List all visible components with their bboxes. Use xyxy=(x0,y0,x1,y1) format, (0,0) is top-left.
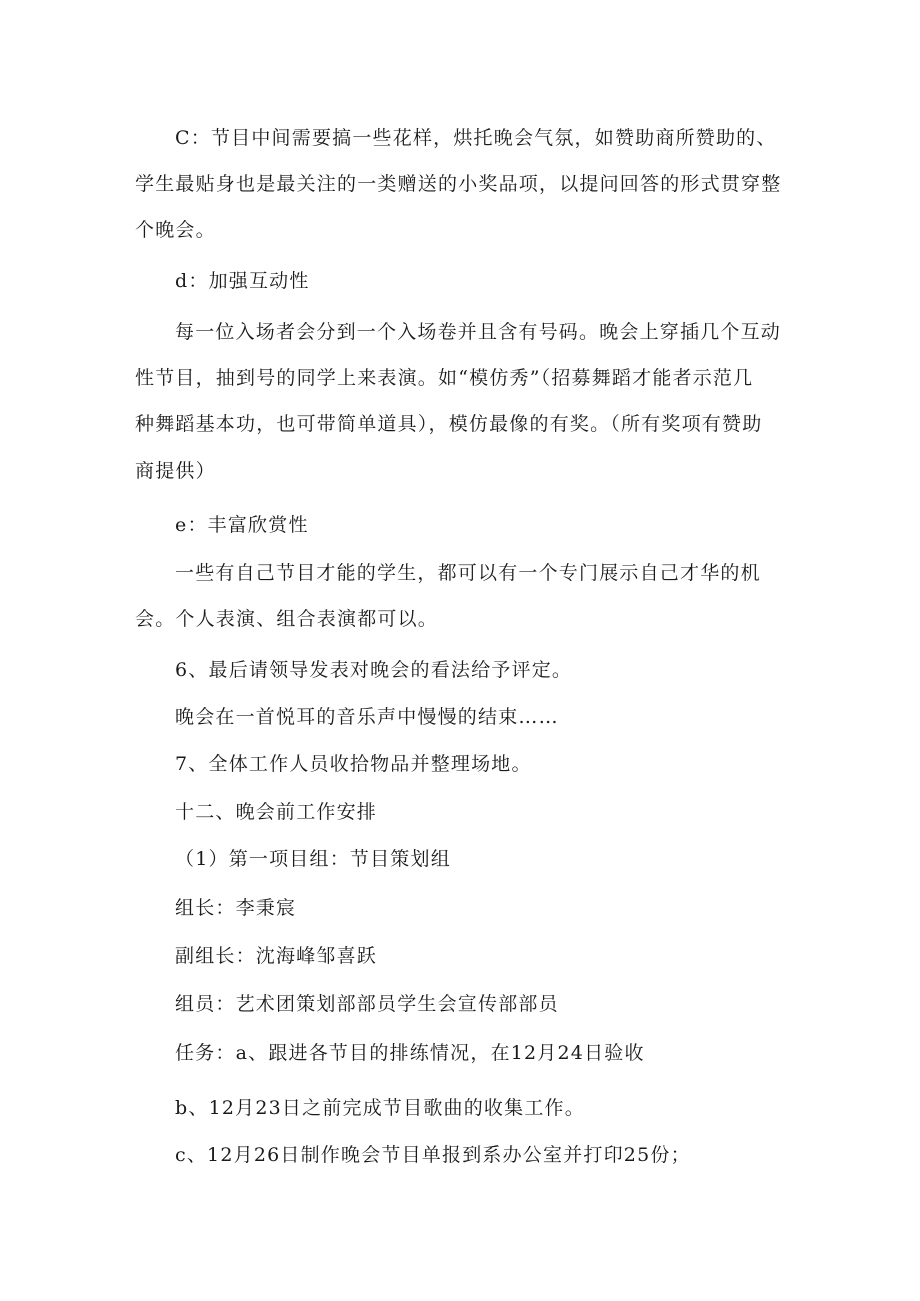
paragraph-line: 性节目，抽到号的同学上来表演。如“模仿秀”（招募舞蹈才能者示范几 xyxy=(135,367,754,389)
paragraph-line: 任务：a、跟进各节目的排练情况，在12月24日验收 xyxy=(175,1042,645,1064)
paragraph-line: b、12月23日之前完成节目歌曲的收集工作。 xyxy=(175,1097,585,1119)
paragraph-line: 每一位入场者会分到一个入场卷并且含有号码。晚会上穿插几个互动 xyxy=(175,321,782,343)
paragraph-line: 晚会在一首悦耳的音乐声中慢慢的结束…… xyxy=(175,706,559,728)
paragraph-line: 商提供） xyxy=(135,460,216,482)
paragraph-line: 副组长：沈海峰邹喜跃 xyxy=(175,945,378,967)
paragraph-line: 学生最贴身也是最关注的一类赠送的小奖品项，以提问回答的形式贯穿整 xyxy=(135,173,782,195)
paragraph-line: 个晚会。 xyxy=(135,219,216,241)
paragraph-line: c、12月26日制作晚会节目单报到系办公室并打印25份； xyxy=(175,1144,691,1166)
paragraph-line: C：节目中间需要搞一些花样，烘托晚会气氛，如赞助商所赞助的、 xyxy=(175,127,777,149)
paragraph-line: 组长：李秉宸 xyxy=(175,897,297,919)
section-heading: d：加强互动性 xyxy=(175,270,310,292)
paragraph-line: （1）第一项目组：节目策划组 xyxy=(175,848,451,870)
paragraph-line: 一些有自己节目才能的学生，都可以有一个专门展示自己才华的机 xyxy=(175,562,761,584)
paragraph-line: 组员：艺术团策划部部员学生会宣传部部员 xyxy=(175,993,559,1015)
section-heading: e：丰富欣赏性 xyxy=(175,514,309,536)
section-heading: 十二、晚会前工作安排 xyxy=(175,801,378,823)
paragraph-line: 7、全体工作人员收拾物品并整理场地。 xyxy=(175,753,532,775)
paragraph-line: 6、最后请领导发表对晚会的看法给予评定。 xyxy=(175,659,573,681)
paragraph-line: 会。个人表演、组合表演都可以。 xyxy=(135,608,439,630)
paragraph-line: 种舞蹈基本功，也可带简单道具），模仿最像的有奖。（所有奖项有赞助 xyxy=(135,413,763,435)
